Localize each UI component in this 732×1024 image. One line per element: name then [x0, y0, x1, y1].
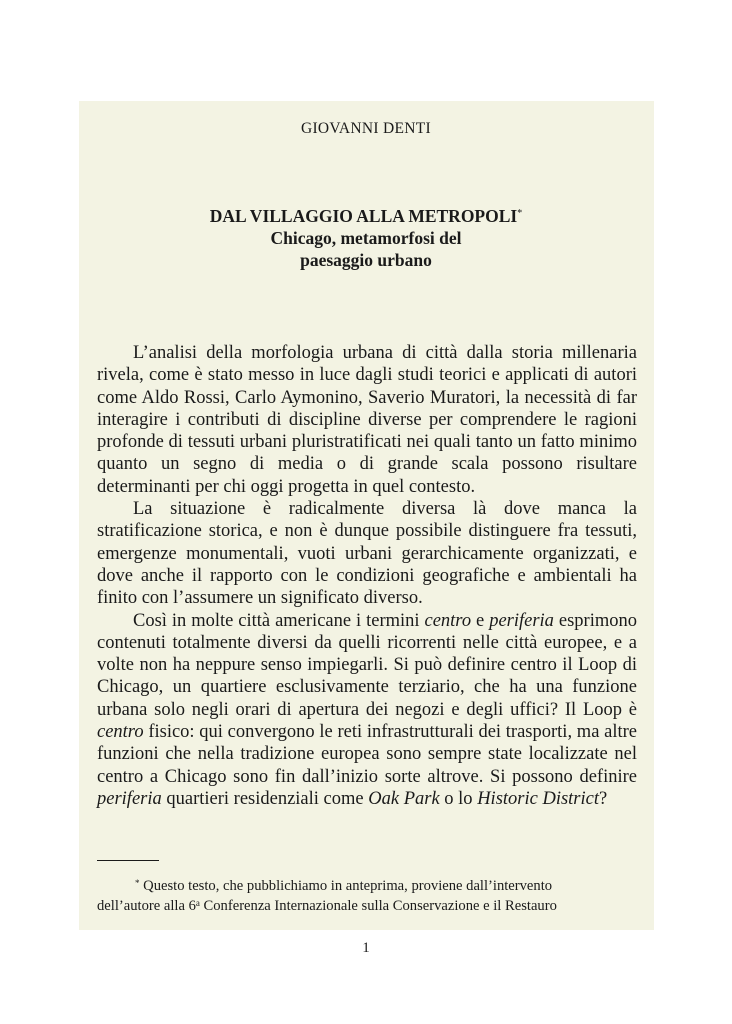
- paragraph-3-text: esprimono contenuti totalmente diversi da quelli ricorrenti nelle città europee, e a volte non ha neppure senso impiegarli. Si può definire centro il Loop di Chicago, un quartiere esclusivamente terziario, che ha una funzione urbana solo negli orari di apertura dei negozi e degli uffici? Il Loop è: [97, 610, 637, 720]
- title-footnote-marker[interactable]: *: [517, 208, 523, 219]
- paragraph-2: La situazione è radicalmente diversa là dove manca la stratificazione storica, e non è dunque possibile distinguere fra tessuti, emergenze monumentali, vuoti urbani gerarchicamente organizzati, e dove anche il rapporto con le condizioni geografiche e ambientali ha finito con l’assumere un significato diverso.: [97, 499, 637, 609]
- article-body: [97, 342, 637, 810]
- paragraph-3-text: e: [471, 610, 490, 631]
- emphasis-historic-district: Historic District: [477, 788, 599, 809]
- footnote-line-2: [97, 898, 557, 914]
- paragraph-3-text: Così in molte città americane i termini: [133, 610, 425, 631]
- ordinal-superscript: a: [195, 898, 200, 908]
- footnote-line-1: [97, 876, 637, 896]
- article-title: [0, 205, 732, 271]
- paragraph-3-text: o lo: [439, 788, 478, 809]
- paragraph-3-text: ?: [598, 788, 608, 809]
- footnote-divider: [97, 860, 159, 861]
- footnote-text: Conferenza Internazionale sulla Conservazione e il Restauro: [199, 898, 557, 914]
- footnote: [97, 876, 637, 916]
- paragraph-3-text: quartieri residenziali come: [161, 788, 369, 809]
- footnote-marker: *: [135, 878, 140, 888]
- author-name: GIOVANNI DENTI: [300, 120, 432, 137]
- paragraph-3-text: fisico: qui convergono le reti infrastrutturali dei trasporti, ma altre funzioni che nella tradizione europea sono sempre state localizzate nel centro a Chicago sono fin dall’inizio sorte altrove. Si possono definire: [97, 722, 637, 787]
- emphasis-periferia: periferia: [489, 610, 554, 631]
- emphasis-centro: centro: [97, 722, 144, 743]
- page-number: 1: [362, 940, 370, 956]
- footnote-text: dell’autore alla 6: [97, 898, 196, 914]
- subtitle-line-1: Chicago, metamorfosi del: [270, 228, 462, 248]
- title-main: DAL VILLAGGIO ALLA METROPOLI: [209, 206, 518, 226]
- title-main-line: [0, 205, 732, 227]
- paragraph-3: [97, 610, 637, 811]
- footnote-text: Questo testo, che pubblichiamo in anteprima, proviene dall’intervento: [139, 878, 553, 894]
- subtitle-line-2: paesaggio urbano: [300, 250, 432, 270]
- emphasis-periferia: periferia: [97, 788, 162, 809]
- emphasis-centro: centro: [424, 610, 472, 631]
- emphasis-oak-park: Oak Park: [368, 788, 440, 809]
- paragraph-1: L’analisi della morfologia urbana di città dalla storia millenaria rivela, come è stato messo in luce dagli studi teorici e applicati di autori come Aldo Rossi, Carlo Aymonino, Saverio Muratori, la necessità di far interagire i contributi di discipline diverse per comprendere le ragioni profonde di tessuti urbani pluristratificati nei quali tanto un fatto minimo quanto un segno di media o di grande scala possono risultare determinanti per chi oggi progetta in quel contesto.: [97, 343, 637, 497]
